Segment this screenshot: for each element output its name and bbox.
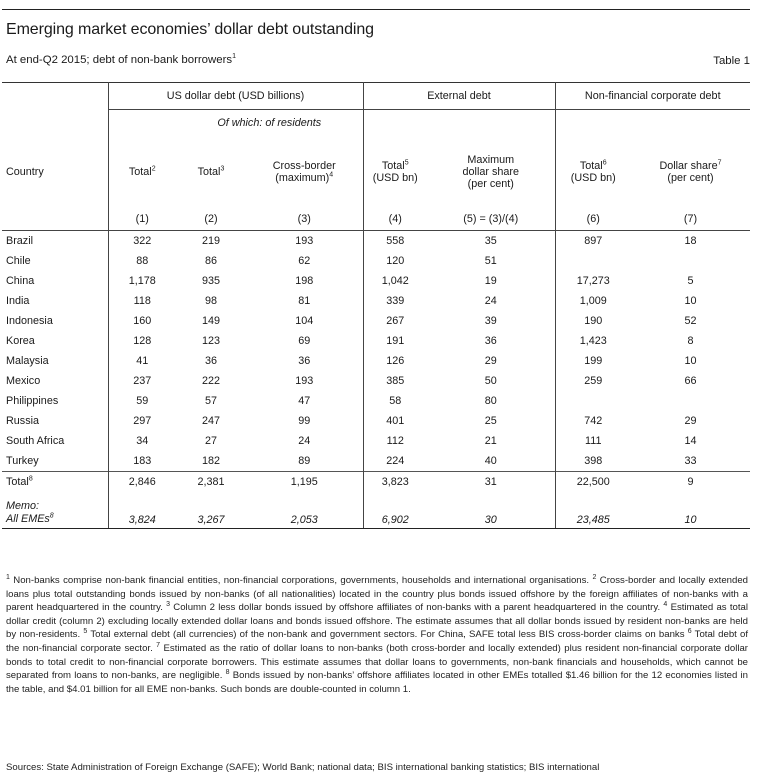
header-num-6: (6): [586, 212, 600, 225]
table-row: [2, 251, 750, 271]
cell-col3: 99: [246, 411, 363, 431]
cell-col4: 267: [386, 314, 405, 327]
cell-col2: 36: [204, 354, 217, 367]
cell-col7: 10: [631, 492, 750, 529]
cell-col7: 29: [684, 414, 697, 427]
top-rule: [2, 9, 750, 10]
cell-col3: 198: [246, 271, 363, 291]
header-col4: Total$^5$ (USD bn): [372, 158, 418, 184]
cell-col5: 50: [427, 371, 555, 391]
cell-col6: 1,009: [579, 294, 607, 307]
footnotes: [6, 574, 748, 696]
cell-col4: 1,042: [381, 274, 409, 287]
header-num-5: (5) = (3)/(4): [427, 208, 555, 231]
cell-col2: 3,267: [176, 492, 246, 529]
table-row: [2, 351, 750, 371]
header-group-usd: US dollar debt (USD billions): [108, 83, 363, 110]
cell-col7: 9: [631, 471, 750, 492]
cell-col5: 31: [427, 471, 555, 492]
row-country: Turkey: [2, 451, 108, 472]
cell-col2: 247: [201, 414, 220, 427]
cell-col5: 40: [427, 451, 555, 472]
cell-col3: 2,053: [246, 492, 363, 529]
header-col5: Maximum dollar share (per cent): [427, 136, 555, 208]
cell-col1: 2,846: [108, 471, 176, 492]
cell-col6: [555, 391, 631, 411]
footnote-text: Cross-border and locally extended loans plus total outstanding bonds issued by non-banks (of all nationalities) located in the country plus bonds issued offshore by the foreign affiliates of non-banks with a parent headquartered in the country.: [6, 575, 749, 614]
table-row: [2, 331, 750, 351]
cell-col6: 897: [584, 234, 603, 247]
row-country: Indonesia: [2, 311, 108, 331]
row-country: Brazil: [2, 230, 108, 251]
cell-col4: 224: [386, 454, 405, 467]
cell-col2: 219: [201, 234, 220, 247]
cell-col7: [631, 391, 750, 411]
cell-col3: 24: [246, 431, 363, 451]
cell-col6: 1,423: [579, 334, 607, 347]
cell-col1: 34: [136, 434, 149, 447]
cell-col1: 183: [133, 454, 152, 467]
sources-line: Sources: State Administration of Foreign Exchange (SAFE); World Bank; national data; BIS international banking statistics; BIS international: [6, 762, 600, 773]
row-country: China: [2, 271, 108, 291]
table-row: [2, 311, 750, 331]
footnote-marker: 4: [663, 601, 668, 608]
table-label: Table 1: [713, 55, 750, 67]
header-num-4: (4): [388, 212, 402, 225]
cell-col2: 123: [201, 334, 220, 347]
cell-col1: 1,178: [128, 274, 156, 287]
table-row: [2, 411, 750, 431]
header-num-7: (7): [683, 212, 698, 225]
cell-col1: 128: [133, 334, 152, 347]
cell-col3: 193: [246, 371, 363, 391]
cell-col6: 199: [584, 354, 603, 367]
cell-col4: 6,902: [363, 492, 427, 529]
footnote-text: Total debt of the non-financial corporate sector.: [6, 629, 749, 654]
cell-col7: [631, 251, 750, 271]
cell-col6: 190: [584, 314, 603, 327]
cell-col5: 30: [427, 492, 555, 529]
footnote-text: Column 2 less dollar bonds issued by offshore affiliates of non-banks with a parent headquartered in the country.: [173, 602, 661, 614]
cell-col7: 33: [684, 454, 697, 467]
table-row: [2, 291, 750, 311]
header-num-3: (3): [246, 208, 363, 231]
footnote-text: Estimated as the ratio of dollar loans to non-banks (both cross-border and locally extended) plus resident non-financial corporate dollar bonds to total credit to non-financial corporate borrowers. This estimate assumes that dollar loans to governments, non-bank financials and households, which cannot be separated from loans to non-banks, are negligible.: [6, 642, 748, 682]
cell-col5: 21: [427, 431, 555, 451]
header-of-which: Of which: of residents: [176, 110, 363, 136]
cell-col7: 14: [684, 434, 697, 447]
cell-col3: 62: [246, 251, 363, 271]
cell-col5: 36: [427, 331, 555, 351]
header-group-external: External debt: [363, 83, 555, 110]
cell-col5: 24: [427, 291, 555, 311]
cell-col2: 86: [204, 254, 217, 267]
cell-col6: 398: [584, 454, 603, 467]
dollar-debt-table: [2, 82, 750, 529]
cell-col4: 3,823: [363, 471, 427, 492]
cell-col5: 29: [427, 351, 555, 371]
row-country: Chile: [2, 251, 108, 271]
cell-col1: 322: [133, 234, 152, 247]
cell-col2: 27: [204, 434, 217, 447]
cell-col5: 19: [427, 271, 555, 291]
header-group-nfc: Non-financial corporate debt: [555, 83, 750, 110]
row-country: Total$^8$: [2, 471, 108, 492]
cell-col4: 339: [386, 294, 405, 307]
footnote-marker: 5: [83, 628, 88, 636]
header-blank: [2, 83, 108, 110]
row-country: Mexico: [2, 371, 108, 391]
cell-col7: 18: [684, 234, 697, 247]
cell-col1: 88: [136, 254, 149, 267]
footnote-marker: 3: [166, 601, 171, 608]
row-country: Korea: [2, 331, 108, 351]
cell-col5: 51: [427, 251, 555, 271]
cell-col4: 58: [389, 394, 402, 407]
table-subtitle: At end-Q2 2015; debt of non-bank borrowers$^1$: [6, 53, 236, 66]
footnote-text: Non-banks comprise non-bank financial entities, non-financial corporations, governments, households and international organisations.: [13, 575, 590, 586]
cell-col7: 10: [684, 354, 697, 367]
cell-col7: 66: [684, 374, 697, 387]
header-num-1: (1): [135, 212, 149, 225]
cell-col2: 182: [201, 454, 220, 467]
cell-col3: 1,195: [246, 471, 363, 492]
cell-col3: 81: [246, 291, 363, 311]
table-row: [2, 371, 750, 391]
table-row: [2, 471, 750, 492]
cell-col3: 47: [246, 391, 363, 411]
cell-col7: 52: [684, 314, 697, 327]
cell-col3: 104: [246, 311, 363, 331]
cell-col1: 59: [136, 394, 149, 407]
cell-col6: 742: [584, 414, 603, 427]
cell-col7: 5: [687, 274, 694, 287]
table-row: [2, 271, 750, 291]
cell-col1: 3,824: [108, 492, 176, 529]
cell-col4: 191: [386, 334, 405, 347]
footnote-marker: 2: [592, 573, 597, 581]
header-country: Country: [2, 136, 108, 208]
cell-col5: 39: [427, 311, 555, 331]
row-country: Russia: [2, 411, 108, 431]
cell-col2: 57: [204, 394, 217, 407]
cell-col2: 2,381: [176, 471, 246, 492]
cell-col1: 41: [136, 354, 149, 367]
cell-col4: 401: [386, 414, 405, 427]
cell-col5: 35: [427, 230, 555, 251]
header-col3: Cross-border (maximum)$^4$: [246, 136, 363, 208]
footnote-text: Estimated as total dollar credit (column 2) excluding locally extended dollar loans and bonds issued offshore. The estimate assumes that all dollar bonds issued by resident non-banks are held by non-residents.: [6, 602, 748, 641]
cell-col1: 297: [133, 414, 152, 427]
table-row: [2, 431, 750, 451]
table-body: [2, 230, 750, 528]
footnote-marker: 1: [6, 573, 10, 581]
row-country: India: [2, 291, 108, 311]
footnote-marker: 6: [687, 628, 692, 636]
cell-col1: 118: [133, 294, 151, 307]
cell-col1: 160: [133, 314, 152, 327]
cell-col6: 22,500: [555, 471, 631, 492]
cell-col6: [555, 251, 631, 271]
cell-col5: 80: [427, 391, 555, 411]
cell-col3: 89: [246, 451, 363, 472]
table-row: [2, 451, 750, 472]
footnote-text: Bonds issued by non-banks’ offshore affiliates located in other EMEs totalled $1.46 billion for the 12 economies listed in the table, and $4.01 billion for all EME non-banks. Such bonds are double-counted in column 1.: [6, 670, 748, 695]
cell-col4: 558: [386, 234, 405, 247]
table-row: [2, 230, 750, 251]
footnote-marker: 7: [156, 641, 161, 649]
table-row: [2, 492, 750, 529]
cell-col4: 120: [386, 254, 405, 267]
cell-col7: 8: [687, 334, 694, 347]
cell-col7: 10: [684, 294, 697, 307]
cell-col3: 193: [246, 230, 363, 251]
cell-col6: 23,485: [555, 492, 631, 529]
row-country: Philippines: [2, 391, 108, 411]
header-col2: Total$^3$: [197, 164, 225, 178]
row-country: South Africa: [2, 431, 108, 451]
row-country: Malaysia: [2, 351, 108, 371]
footnote-marker: 8: [225, 668, 230, 676]
cell-col2: 222: [201, 374, 220, 387]
cell-col3: 69: [246, 331, 363, 351]
cell-col5: 25: [427, 411, 555, 431]
footnote-text: Total external debt (all currencies) of the non-bank and government sectors. For China, SAFE total less BIS cross-border claims on banks: [90, 629, 685, 641]
cell-col6: 17,273: [576, 274, 610, 287]
cell-col6: 259: [584, 374, 603, 387]
table-row: [2, 391, 750, 411]
cell-col4: 385: [386, 374, 405, 387]
header-col1: Total$^2$: [128, 164, 156, 178]
cell-col1: 237: [133, 374, 152, 387]
header-col7: Dollar share$^7$ (per cent): [659, 158, 722, 184]
header-num-2: (2): [204, 212, 218, 225]
header-col6: Total$^6$ (USD bn): [570, 158, 616, 184]
cell-col2: 98: [204, 294, 217, 307]
table-title: Emerging market economies’ dollar debt outstanding: [6, 21, 374, 38]
cell-col6: 111: [585, 434, 602, 447]
cell-col4: 112: [386, 434, 404, 447]
cell-col2: 149: [201, 314, 220, 327]
cell-col4: 126: [386, 354, 405, 367]
cell-col3: 36: [246, 351, 363, 371]
cell-col2: 935: [201, 274, 220, 287]
row-country: Memo: All EMEs$^8$: [2, 492, 108, 529]
